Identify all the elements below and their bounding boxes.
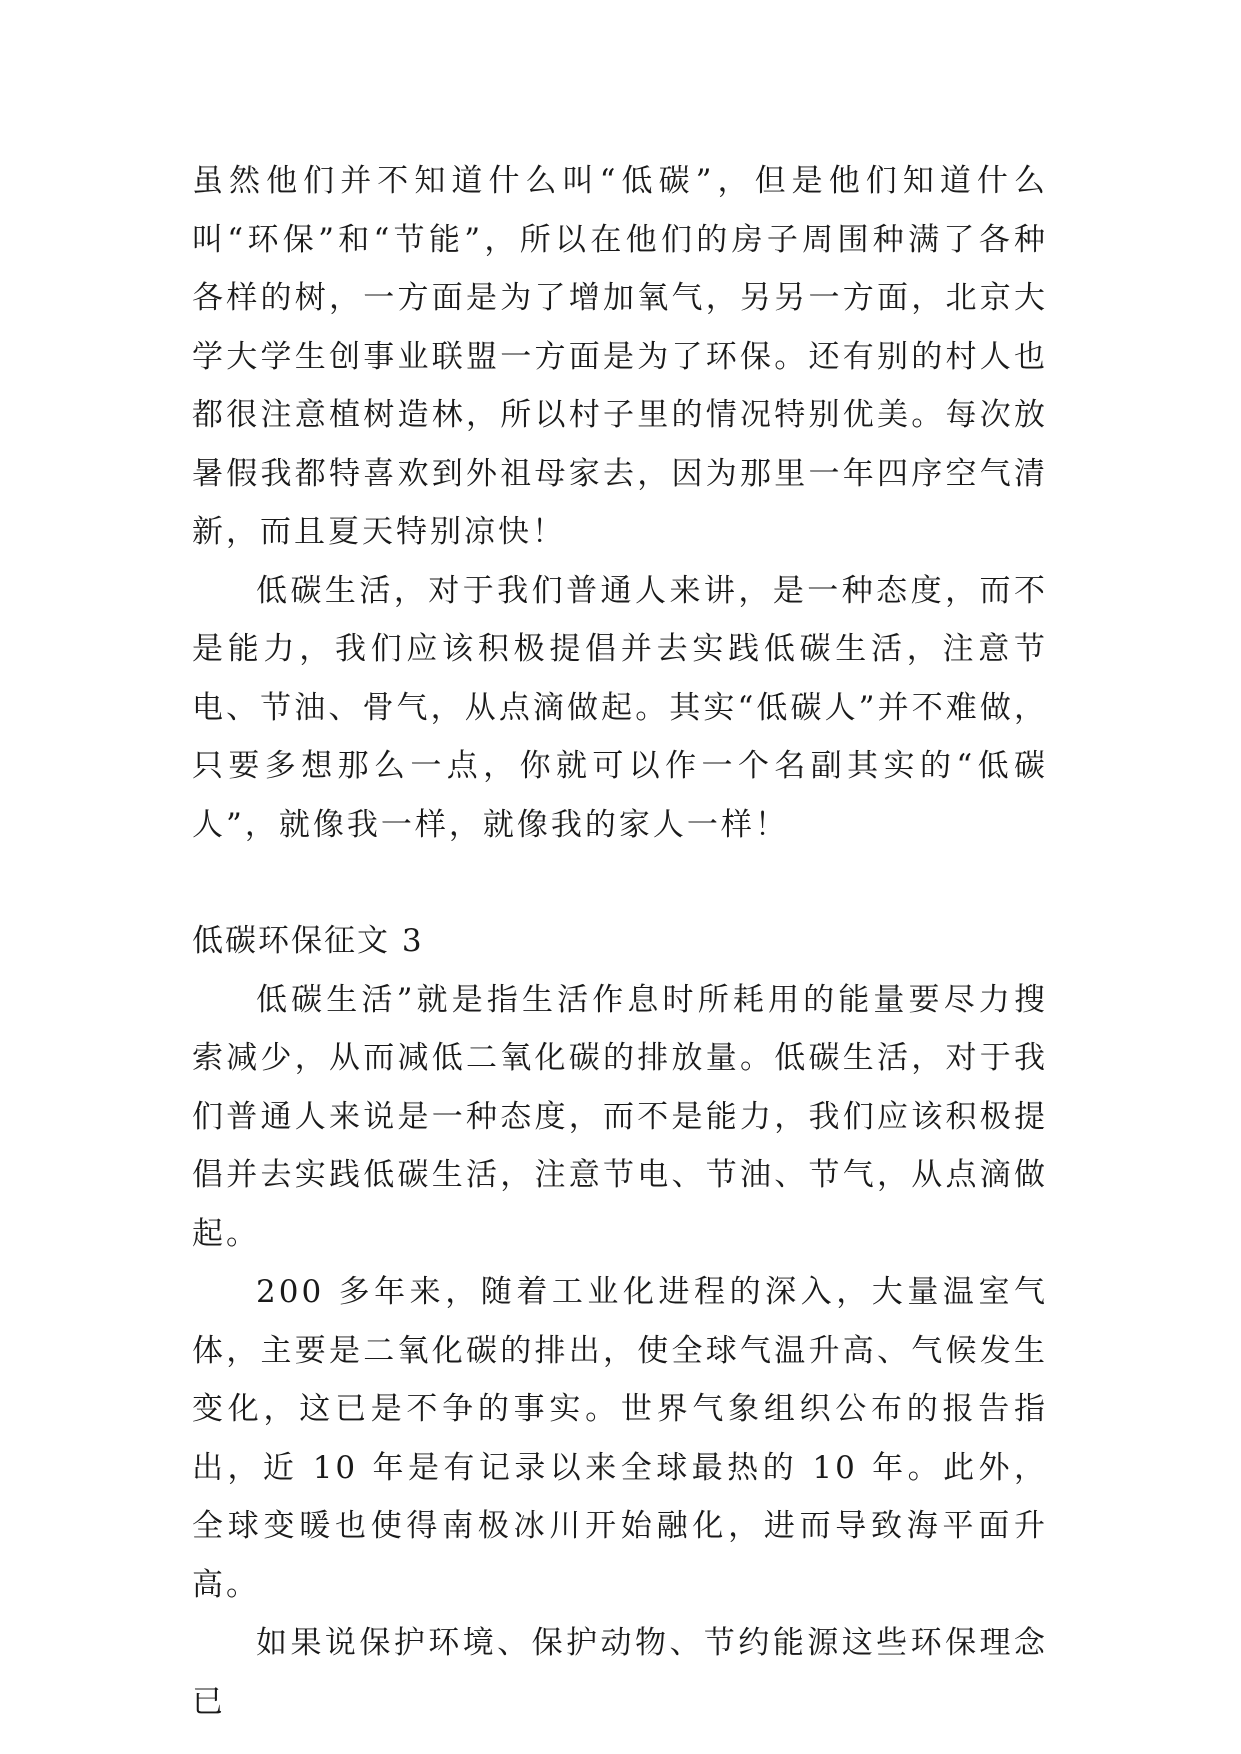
section-title: 低碳环保征文 3	[192, 923, 424, 959]
paragraph-low-carbon-attitude: 低碳生活，对于我们普通人来讲，是一种态度，而不是能力，我们应该积极提倡并去实践低碳生活，注意节电、节油、骨气，从点滴做起。其实“低碳人”并不难做，只要多想那么一点，你就可以作一个名副其实的“低碳人”，就像我一样，就像我的家人一样！	[192, 572, 1048, 843]
paragraph-environmental-concepts: 如果说保护环境、保护动物、节约能源这些环保理念已	[192, 1625, 1048, 1720]
paragraph-grandmother-village: 虽然他们并不知道什么叫“低碳”，但是他们知道什么叫“环保”和“节能”，所以在他们的房子周围种满了各种各样的树，一方面是为了增加氧气，另另一方面，北京大学大学生创事业联盟一方面是为了环保。还有别的村人也都很注意植树造林，所以村子里的情况特别优美。每次放暑假我都特喜欢到外祖母家去，因为那里一年四序空气清新，而且夏天特别凉快！	[192, 163, 1048, 550]
paragraph-global-warming: 200 多年来，随着工业化进程的深入，大量温室气体，主要是二氧化碳的排出，使全球气温升高、气候发生变化，这已是不争的事实。世界气象组织公布的报告指出，近 10 年是有记录以来全球最热的 10 年。此外，全球变暖也使得南极冰川开始融化，进而导致海平面升高。	[192, 1274, 1048, 1603]
section-spacer	[192, 854, 1048, 912]
document-body	[192, 152, 1048, 1731]
paragraph-low-carbon-definition: 低碳生活”就是指生活作息时所耗用的能量要尽力搜索减少，从而减低二氧化碳的排放量。低碳生活，对于我们普通人来说是一种态度，而不是能力，我们应该积极提倡并去实践低碳生活，注意节电、节油、节气，从点滴做起。	[192, 981, 1048, 1252]
